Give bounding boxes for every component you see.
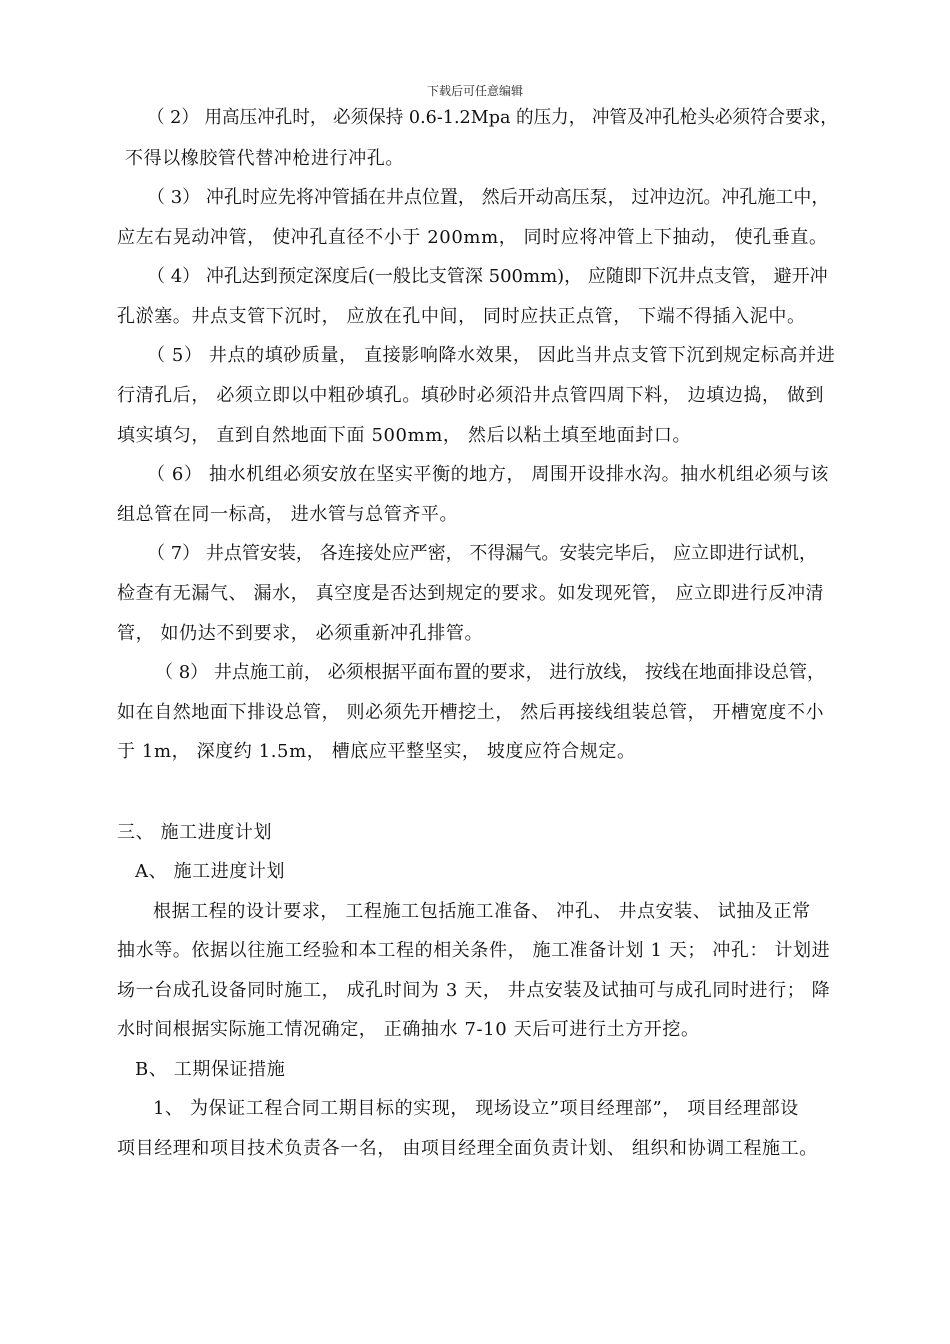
paragraph-line: 组总管在同一标高， 进水管与总管齐平。 xyxy=(117,504,459,525)
paragraph-line: 如在自然地面下排设总管， 则必须先开槽挖土， 然后再接线组装总管， 开槽宽度不小 xyxy=(117,702,825,723)
paragraph-line: 水时间根据实际施工情况确定， 正确抽水 7-10 天后可进行土方开挖。 xyxy=(117,1019,700,1040)
paragraph-line: （ 8） 井点施工前， 必须根据平面布置的要求， 进行放线， 按线在地面排设总管， xyxy=(155,662,826,683)
paragraph-line: （ 7） 井点管安装， 各连接处应严密， 不得漏气。安装完毕后， 应立即进行试机， xyxy=(147,543,818,564)
paragraph-line: 场一台成孔设备同时施工， 成孔时间为 3 天， 井点安装及试抽可与成孔同时进行； 降 xyxy=(117,980,831,1001)
paragraph-line: （ 3） 冲孔时应先将冲管插在井点位置， 然后开动高压泵， 过冲边沉。冲孔施工中， xyxy=(147,187,830,208)
paragraph-line: （ 4） 冲孔达到预定深度后(一般比支管深 500mm)， 应随即下沉井点支管， 避开冲 xyxy=(147,266,828,287)
paragraph-line: 孔淤塞。井点支管下沉时， 应放在孔中间， 同时应扶正点管， 下端不得插入泥中。 xyxy=(117,306,806,327)
paragraph-line: 根据工程的设计要求， 工程施工包括施工准备、 冲孔、 井点安装、 试抽及正常 xyxy=(153,901,811,922)
paragraph-line: （ 2） 用高压冲孔时， 必须保持 0.6-1.2Mpa 的压力， 冲管及冲孔枪头必须符合要求， xyxy=(147,107,838,128)
paragraph-line: 检查有无漏气、 漏水， 真空度是否达到规定的要求。如发现死管， 应立即进行反冲清 xyxy=(117,583,825,604)
paragraph-line: 应左右晃动冲管， 使冲孔直径不小于 200mm， 同时应将冲管上下抽动， 使孔垂直。 xyxy=(117,227,828,248)
paragraph-line: 填实填匀， 直到自然地面下面 500mm， 然后以粘土填至地面封口。 xyxy=(117,425,692,446)
paragraph-line: 不得以橡胶管代替冲枪进行冲孔。 xyxy=(125,148,404,169)
paragraph-line: 项目经理和项目技术负责各一名， 由项目经理全面负责计划、 组织和协调工程施工。 xyxy=(117,1138,818,1159)
paragraph-line: 行清孔后， 必须立即以中粗砂填孔。填砂时必须沿井点管四周下料， 边填边捣， 做到 xyxy=(117,385,825,406)
paragraph-line: 抽水等。依据以往施工经验和本工程的相关条件， 施工准备计划 1 天； 冲孔： 计划进 xyxy=(117,940,831,961)
paragraph-line: （ 6） 抽水机组必须安放在坚实平衡的地方， 周围开设排水沟。抽水机组必须与该 xyxy=(147,464,830,485)
subsection-heading: B、 工期保证措施 xyxy=(135,1059,286,1080)
paragraph-line: 1、 为保证工程合同工期目标的实现， 现场设立”项目经理部”， 项目经理部设 xyxy=(153,1098,799,1119)
page-header: 下载后可任意编辑 xyxy=(426,84,523,98)
paragraph-line: （ 5） 井点的填砂质量， 直接影响降水效果， 因此当井点支管下沉到规定标高并进 xyxy=(147,345,836,366)
subsection-heading: A、 施工进度计划 xyxy=(135,861,286,882)
paragraph-line: 于 1m， 深度约 1.5m， 槽底应平整坚实， 坡度应符合规定。 xyxy=(117,741,636,762)
paragraph-line: 管， 如仍达不到要求， 必须重新冲孔排管。 xyxy=(117,623,484,644)
section-heading: 三、 施工进度计划 xyxy=(117,822,273,843)
